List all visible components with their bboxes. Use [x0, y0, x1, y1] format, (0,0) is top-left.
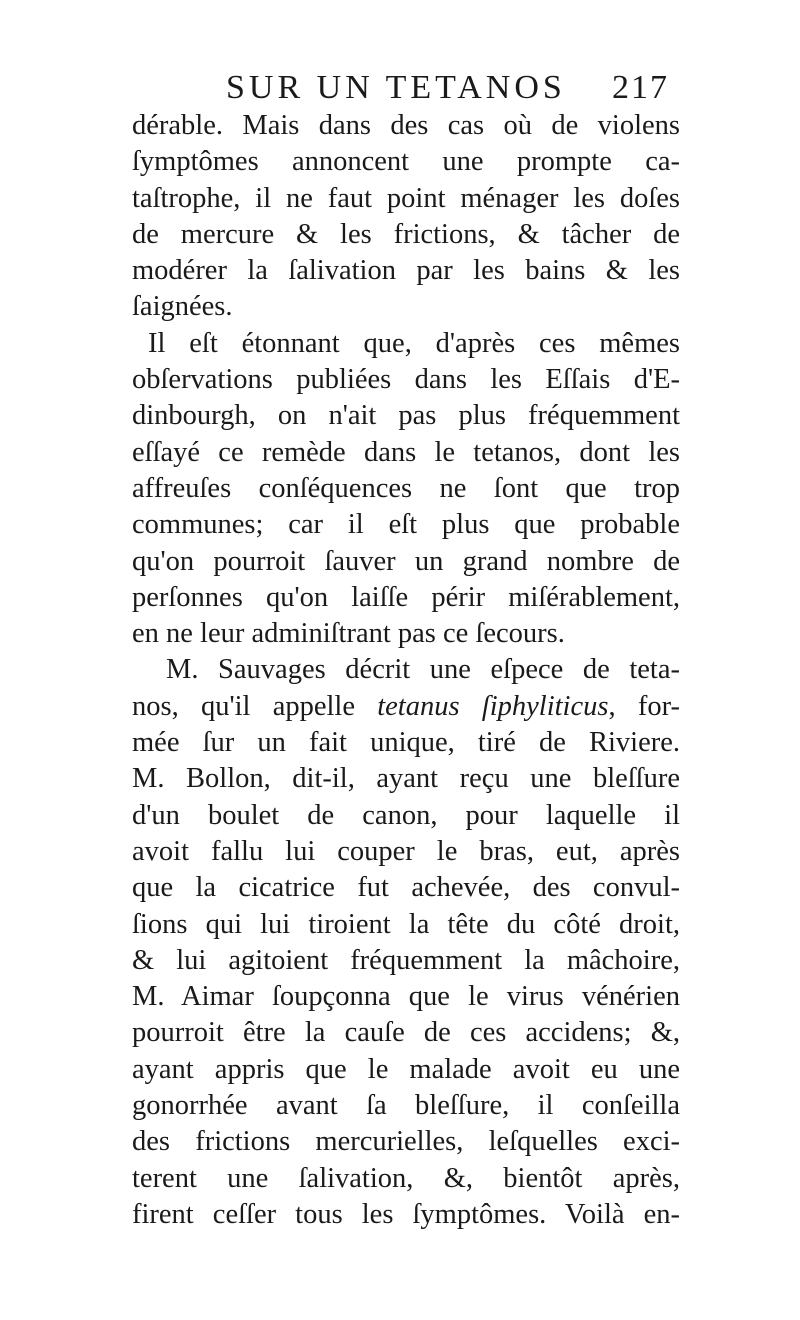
text-line: M. Sauvages décrit une eſpece de teta- — [166, 654, 680, 686]
running-head — [0, 66, 800, 110]
text-line: ſions qui lui tiroient la tête du côté droit, — [132, 908, 680, 940]
text-line: obſervations publiées dans les Eſſais d'E- — [132, 364, 680, 396]
text-line: eſſayé ce remède dans le tetanos, dont les — [132, 436, 680, 468]
text-line: dinbourgh, on n'ait pas plus fréquemment — [132, 400, 680, 432]
text-line: des frictions mercurielles, leſquelles exci- — [132, 1126, 680, 1158]
text-line: communes; car il eſt plus que probable — [132, 509, 680, 541]
text-line: que la cicatrice fut achevée, des convul- — [132, 872, 680, 904]
page-number: 217 — [612, 69, 669, 106]
text-line: terent une ſalivation, &, bientôt après, — [132, 1162, 680, 1194]
text-line: M. Bollon, dit-il, ayant reçu une bleſſure — [132, 763, 680, 795]
running-title: SUR UN TETANOS — [226, 69, 566, 106]
body-text — [132, 108, 680, 1233]
text-line: dérable. Mais dans des cas où de violens — [132, 110, 680, 141]
text-line: affreuſes conſéquences ne ſont que trop — [132, 472, 680, 504]
text-line: taſtrophe, il ne faut point ménager les doſes — [132, 182, 680, 214]
text-line: mée ſur un fait unique, tiré de Riviere. — [132, 727, 680, 759]
text-line: ſymptômes annoncent une prompte ca- — [132, 146, 680, 178]
text-line: avoit fallu lui couper le bras, eut, après — [132, 835, 680, 867]
text-segment: nos, qu'il appelle — [132, 690, 378, 722]
text-line: gonorrhée avant ſa bleſſure, il conſeilla — [132, 1090, 680, 1122]
text-line: de mercure & les frictions, & tâcher de — [132, 218, 680, 250]
text-line: & lui agitoient fréquemment la mâchoire, — [132, 944, 680, 976]
text-line: perſonnes qu'on laiſſe périr miſérablement, — [132, 581, 680, 613]
text-line: pourroit être la cauſe de ces accidens; &, — [132, 1017, 680, 1049]
text-line: modérer la ſalivation par les bains & les — [132, 255, 680, 287]
text-segment: , for- — [608, 690, 680, 722]
text-line: Il eſt étonnant que, d'après ces mêmes — [148, 327, 680, 359]
text-line: ſaignées. — [132, 291, 233, 323]
text-line: ayant appris que le malade avoit eu une — [132, 1053, 680, 1085]
text-line: qu'on pourroit ſauver un grand nombre de — [132, 545, 680, 577]
text-line: d'un boulet de canon, pour laquelle il — [132, 799, 680, 831]
italic-term: tetanus ſiphyliticus — [377, 690, 609, 722]
text-line: M. Aimar ſoupçonna que le virus vénérien — [132, 981, 680, 1013]
text-line: firent ceſſer tous les ſymptômes. Voilà en- — [132, 1198, 680, 1230]
text-line: en ne leur adminiſtrant pas ce ſecours. — [132, 618, 565, 650]
text-line — [132, 689, 680, 725]
